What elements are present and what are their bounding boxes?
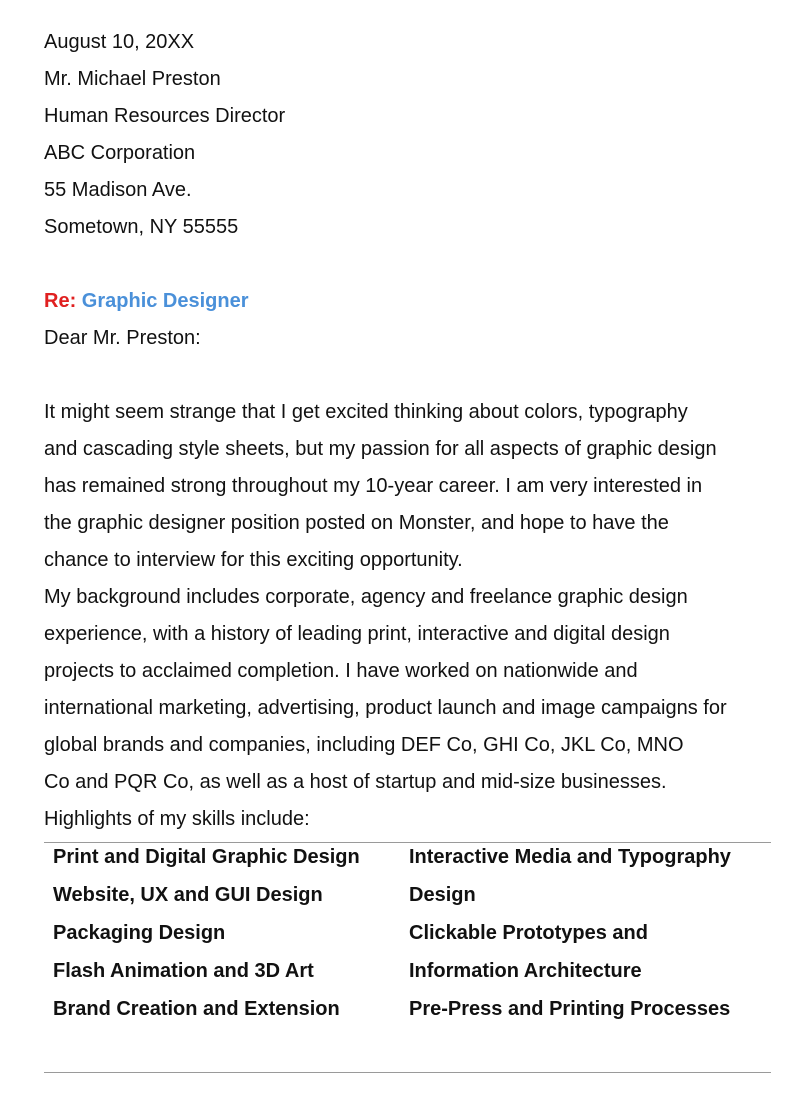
salutation: Dear Mr. Preston: <box>44 327 201 349</box>
skill-left: Print and Digital Graphic Design <box>53 845 360 868</box>
recipient-name: Mr. Michael Preston <box>44 68 221 90</box>
paragraph-line: It might seem strange that I get excited thinking about colors, typography <box>44 401 688 423</box>
letter-date: August 10, 20XX <box>44 31 195 53</box>
skills-row <box>53 990 773 1028</box>
skills-intro: Highlights of my skills include: <box>44 808 310 830</box>
spacer <box>44 357 774 394</box>
paragraph-line: experience, with a history of leading print, interactive and digital design <box>44 623 670 645</box>
skill-right: Information Architecture <box>409 959 642 982</box>
subject-label: Re: <box>44 290 77 312</box>
paragraph-line: projects to acclaimed completion. I have worked on nationwide and <box>44 660 638 682</box>
paragraph-line: international marketing, advertising, product launch and image campaigns for <box>44 697 727 719</box>
paragraph-line: the graphic designer position posted on Monster, and hope to have the <box>44 512 669 534</box>
skill-right: Pre-Press and Printing Processes <box>409 997 731 1020</box>
skills-table <box>53 838 773 1028</box>
paragraph-line: and cascading style sheets, but my passion for all aspects of graphic design <box>44 438 717 460</box>
paragraph-2 <box>44 579 774 801</box>
recipient-street: 55 Madison Ave. <box>44 179 192 201</box>
skills-row <box>53 914 773 952</box>
recipient-title: Human Resources Director <box>44 105 286 127</box>
skills-row <box>53 952 773 990</box>
paragraph-line: Co and PQR Co, as well as a host of startup and mid-size businesses. <box>44 771 667 793</box>
subject-line <box>44 283 774 320</box>
skills-row <box>53 876 773 914</box>
skill-right: Interactive Media and Typography <box>409 845 731 868</box>
skill-left: Flash Animation and 3D Art <box>53 959 314 982</box>
skill-right: Clickable Prototypes and <box>409 921 648 944</box>
skill-left: Brand Creation and Extension <box>53 997 340 1020</box>
skill-left: Packaging Design <box>53 921 226 944</box>
skill-right: Design <box>409 883 476 906</box>
skill-left: Website, UX and GUI Design <box>53 883 323 906</box>
recipient-city: Sometown, NY 55555 <box>44 216 239 238</box>
paragraph-line: My background includes corporate, agency and freelance graphic design <box>44 586 688 608</box>
skills-table-bottom-rule <box>44 1072 771 1073</box>
recipient-company: ABC Corporation <box>44 142 196 164</box>
skills-row <box>53 838 773 876</box>
paragraph-line: global brands and companies, including DEF Co, GHI Co, JKL Co, MNO <box>44 734 684 756</box>
spacer <box>44 246 774 283</box>
paragraph-line: has remained strong throughout my 10-year career. I am very interested in <box>44 475 703 497</box>
letter-body <box>44 24 774 838</box>
paragraph-line: chance to interview for this exciting opportunity. <box>44 549 463 571</box>
paragraph-1 <box>44 394 774 579</box>
subject-value: Graphic Designer <box>81 290 249 312</box>
